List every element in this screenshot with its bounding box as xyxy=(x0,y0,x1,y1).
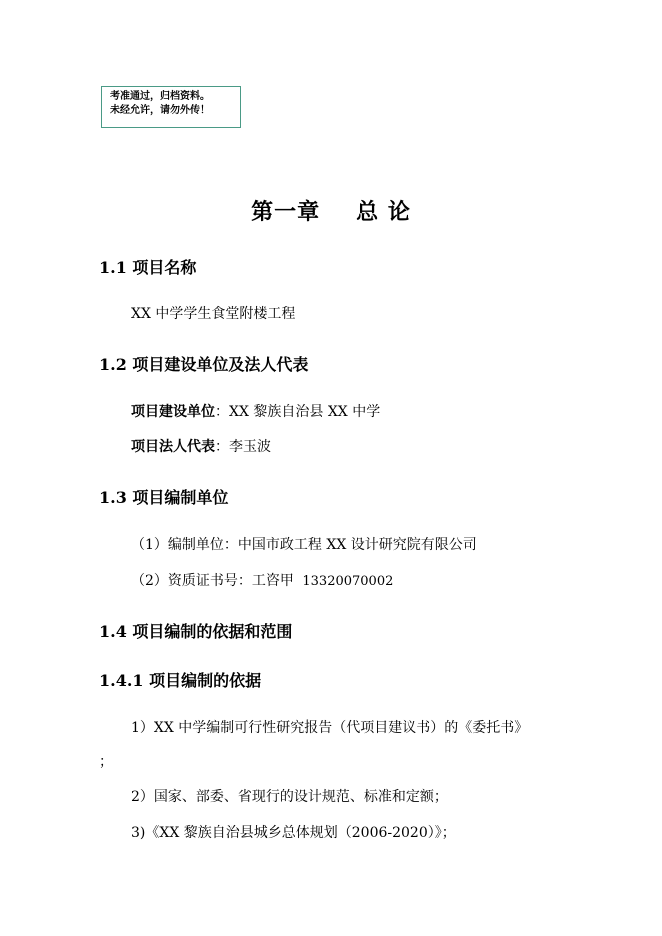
confidential-stamp-box xyxy=(101,86,241,128)
legal-representative-label: 项目法人代表 xyxy=(131,439,215,455)
section-heading-1-2: 1.2 项目建设单位及法人代表 xyxy=(99,355,309,374)
chapter-number: 第一章 xyxy=(251,199,321,225)
compiling-unit-item: （1）编制单位：中国市政工程 XX 设计研究院有限公司 xyxy=(131,537,477,553)
legal-representative-line xyxy=(131,436,271,456)
section-heading-1-3: 1.3 项目编制单位 xyxy=(99,488,229,507)
construction-unit-line xyxy=(131,401,380,421)
qualification-number-item xyxy=(131,570,393,590)
legal-representative-value: ：李玉波 xyxy=(215,439,271,455)
stamp-line-2: 未经允许，请勿外传！ xyxy=(110,105,210,116)
qualification-number: 13320070002 xyxy=(302,574,394,589)
basis-item-1: 1）XX 中学编制可行性研究报告（代项目建议书）的《委托书》 xyxy=(131,720,529,736)
stamp-line-1: 考准通过，归档资料。 xyxy=(110,91,210,102)
construction-unit-label: 项目建设单位 xyxy=(131,404,215,420)
chapter-title xyxy=(0,195,662,226)
basis-item-2: 2）国家、部委、省现行的设计规范、标准和定额； xyxy=(131,789,448,805)
construction-unit-value: ：XX 黎族自治县 XX 中学 xyxy=(215,404,381,420)
section-heading-1-4: 1.4 项目编制的依据和范围 xyxy=(99,622,293,641)
chapter-name: 总 论 xyxy=(356,199,411,225)
section-heading-1-1: 1.1 项目名称 xyxy=(99,258,197,277)
basis-item-1-tail: ； xyxy=(99,754,113,770)
section-heading-1-4-1: 1.4.1 项目编制的依据 xyxy=(99,671,262,690)
basis-item-3: 3)《XX 黎族自治县城乡总体规划（2006-2020）》； xyxy=(131,825,456,841)
qualification-label: （2）资质证书号：工咨甲 xyxy=(131,573,294,589)
project-name: XX 中学学生食堂附楼工程 xyxy=(131,306,296,322)
